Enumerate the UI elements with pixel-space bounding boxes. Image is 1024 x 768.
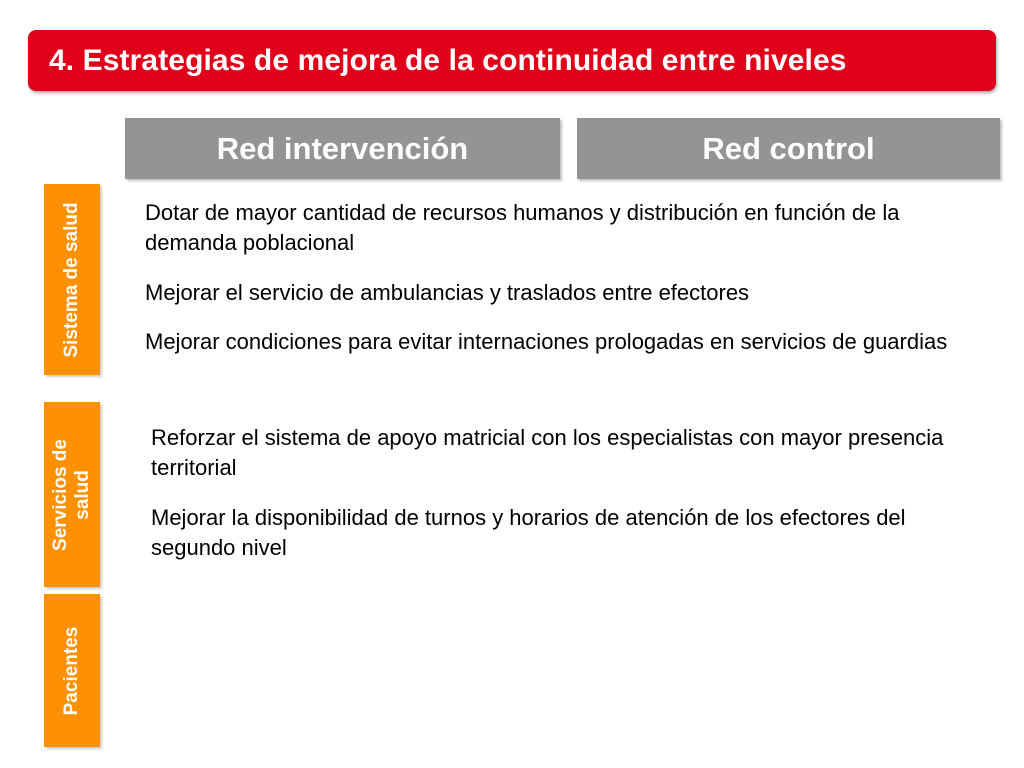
section-tab-servicios-de-salud — [44, 402, 100, 587]
strategy-item: Mejorar condiciones para evitar internaciones prologadas en servicios de guardias — [145, 329, 948, 354]
strategy-item: Dotar de mayor cantidad de recursos humanos y distribución en función de la demanda poblacional — [145, 200, 900, 255]
column-header-intervention: Red intervención — [125, 118, 560, 179]
strategy-item: Mejorar la disponibilidad de turnos y horarios de atención de los efectores del segundo nivel — [151, 505, 906, 560]
strategy-item: Mejorar el servicio de ambulancias y traslados entre efectores — [145, 280, 750, 305]
slide-title: 4. Estrategias de mejora de la continuidad entre niveles — [49, 43, 847, 77]
section-tab-pacientes — [44, 594, 100, 747]
section-label — [50, 439, 94, 551]
title-bar — [28, 30, 996, 91]
section-label: Sistema de salud — [61, 201, 82, 358]
strategy-item: Reforzar el sistema de apoyo matricial con los especialistas con mayor presencia territorial — [151, 425, 944, 480]
section-tab-sistema-de-salud — [44, 184, 100, 375]
section-label: Pacientes — [61, 626, 82, 715]
column-header-control: Red control — [577, 118, 1000, 179]
section-label-line: Servicios de — [50, 438, 71, 551]
section-label-line: salud — [72, 469, 93, 520]
